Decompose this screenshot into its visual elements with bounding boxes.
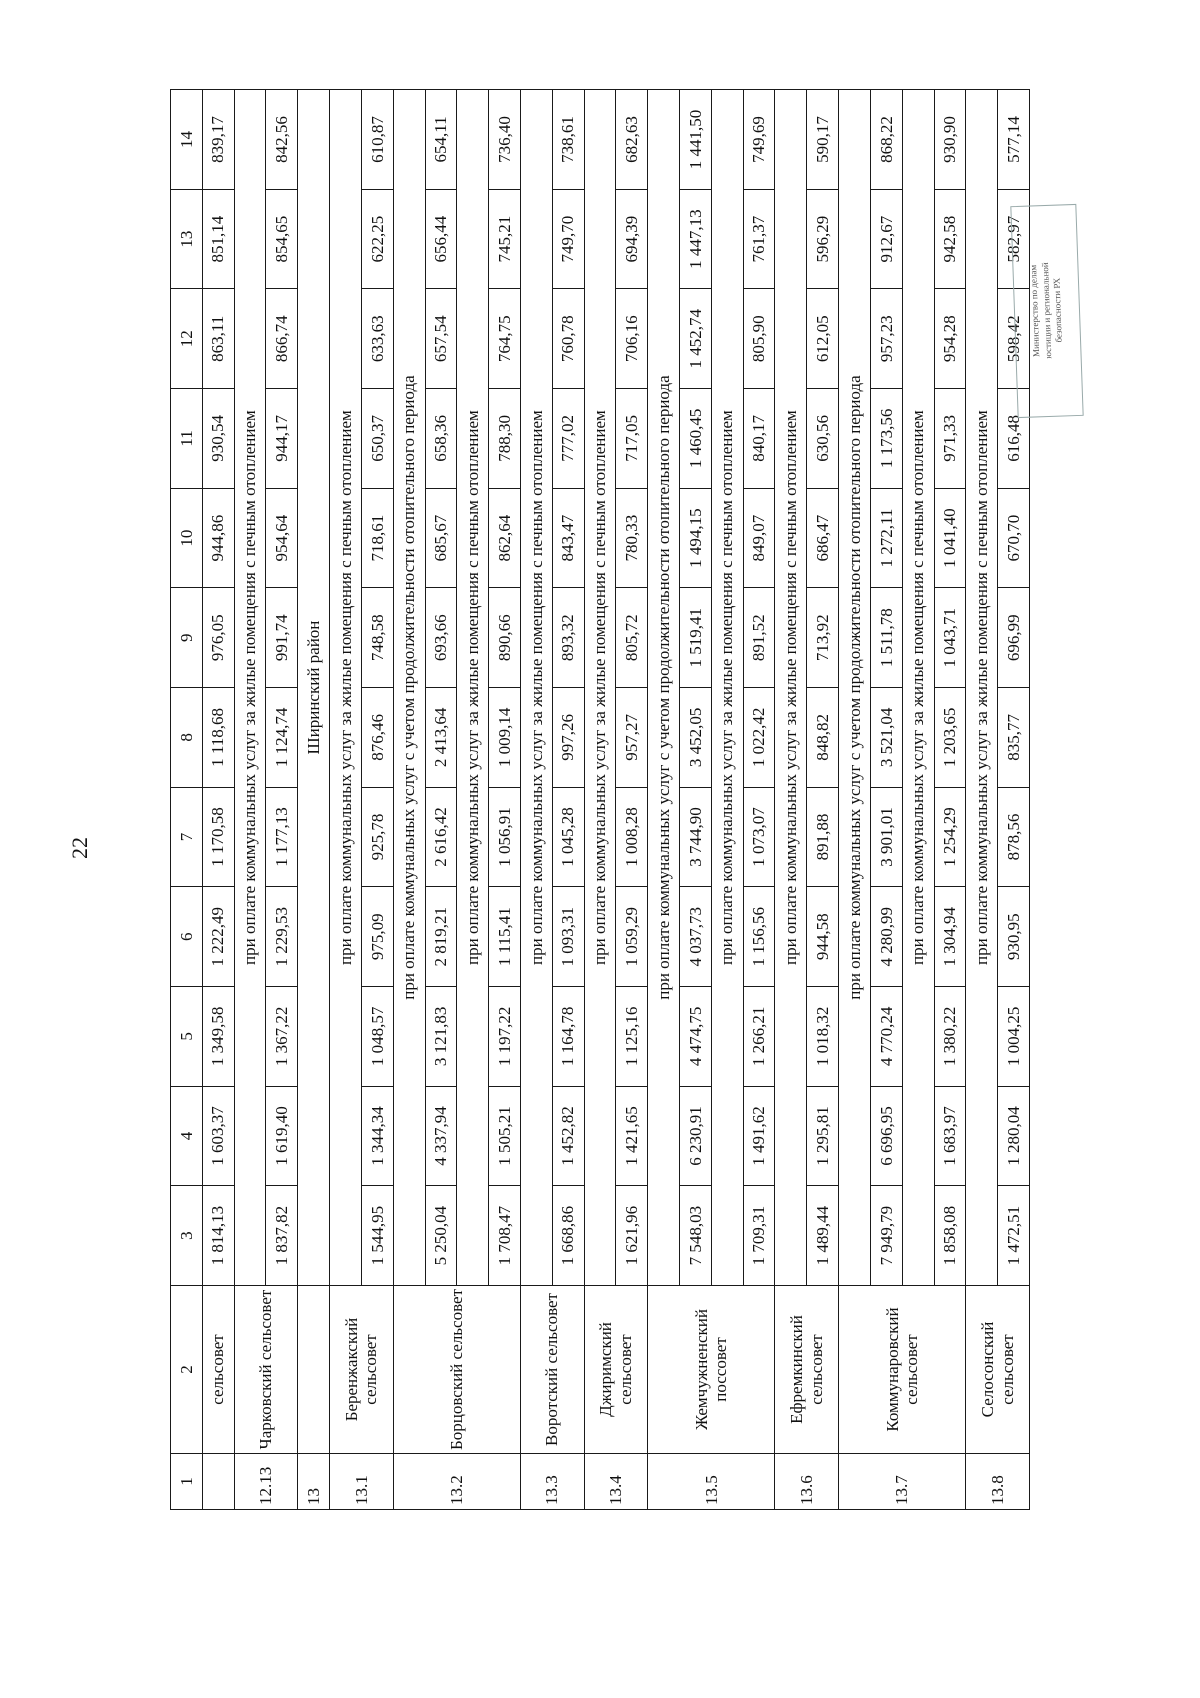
value-cell: 1 173,56	[870, 389, 902, 489]
value-cell: 693,66	[425, 588, 457, 688]
value-cell: 745,21	[489, 189, 521, 289]
value-cell: 1 683,97	[934, 1086, 966, 1186]
value-cell: 976,05	[202, 588, 234, 688]
value-cell: 764,75	[489, 289, 521, 389]
value-cell: 713,92	[807, 588, 839, 688]
row-name: Беренжакский сельсовет	[330, 1286, 394, 1454]
condition-row	[234, 90, 266, 1510]
value-cell: 1 491,62	[743, 1086, 775, 1186]
value-cell: 891,88	[807, 787, 839, 887]
value-cell: 749,70	[552, 189, 584, 289]
value-cell: 1 022,42	[743, 688, 775, 788]
value-cell: 1 621,96	[616, 1186, 648, 1286]
value-cell: 1 519,41	[680, 588, 712, 688]
value-cell: 2 819,21	[425, 887, 457, 987]
row-index: 13.6	[775, 1454, 839, 1510]
row-index: 13.3	[520, 1454, 584, 1510]
value-cell: 3 121,83	[425, 987, 457, 1087]
condition-label: при оплате коммунальных услуг за жилые помещения с печным отоплением	[330, 90, 362, 1286]
value-cell: 912,67	[870, 189, 902, 289]
value-cell: 1 619,40	[266, 1086, 298, 1186]
row-name: Ефремкинский сельсовет	[775, 1286, 839, 1454]
row-name: Коммунаровский сельсовет	[839, 1286, 966, 1454]
row-index: 13.2	[393, 1454, 520, 1510]
condition-label: при оплате коммунальных услуг за жилые помещения с печным отоплением	[520, 90, 552, 1286]
value-cell: 1 511,78	[870, 588, 902, 688]
value-cell: 694,39	[616, 189, 648, 289]
condition-row	[966, 90, 998, 1510]
registration-stamp	[1010, 204, 1083, 418]
value-cell: 1 837,82	[266, 1186, 298, 1286]
value-cell: 1 043,71	[934, 588, 966, 688]
row-index	[202, 1454, 234, 1510]
value-cell: 1 344,34	[361, 1086, 393, 1186]
condition-label: при оплате коммунальных услуг с учетом продолжительности отопительного периода	[648, 90, 680, 1286]
value-cell: 780,33	[616, 488, 648, 588]
value-cell: 3 452,05	[680, 688, 712, 788]
value-cell: 868,22	[870, 90, 902, 190]
value-cell: 577,14	[998, 90, 1030, 190]
value-cell: 866,74	[266, 289, 298, 389]
row-name: Чарковский сельсовет	[234, 1286, 298, 1454]
value-cell: 878,56	[998, 787, 1030, 887]
value-cell: 717,05	[616, 389, 648, 489]
value-cell: 685,67	[425, 488, 457, 588]
value-cell: 1 472,51	[998, 1186, 1030, 1286]
value-cell: 761,37	[743, 189, 775, 289]
value-cell: 1 505,21	[489, 1086, 521, 1186]
condition-label: при оплате коммунальных услуг за жилые помещения с печным отоплением	[234, 90, 266, 1286]
value-cell: 891,52	[743, 588, 775, 688]
stamp-line: юстиции и региональной	[1039, 262, 1053, 360]
value-cell: 1 349,58	[202, 987, 234, 1087]
value-cell: 630,56	[807, 389, 839, 489]
value-cell: 657,54	[425, 289, 457, 389]
condition-label: при оплате коммунальных услуг с учетом продолжительности отопительного периода	[393, 90, 425, 1286]
stamp-line: безопасности РХ	[1051, 278, 1064, 344]
value-cell: 863,11	[202, 289, 234, 389]
column-header: 1	[171, 1454, 203, 1510]
value-cell: 650,37	[361, 389, 393, 489]
value-cell: 706,16	[616, 289, 648, 389]
value-cell: 1 056,91	[489, 787, 521, 887]
row-index: 13.4	[584, 1454, 648, 1510]
value-cell: 805,72	[616, 588, 648, 688]
condition-label: при оплате коммунальных услуг за жилые помещения с печным отоплением	[584, 90, 616, 1286]
value-cell: 5 250,04	[425, 1186, 457, 1286]
value-cell: 890,66	[489, 588, 521, 688]
value-cell: 4 474,75	[680, 987, 712, 1087]
value-cell: 975,09	[361, 887, 393, 987]
table-rotated-container	[170, 90, 1030, 1510]
value-cell: 1 073,07	[743, 787, 775, 887]
value-cell: 854,65	[266, 189, 298, 289]
value-cell: 738,61	[552, 90, 584, 190]
row-name: Воротский сельсовет	[520, 1286, 584, 1454]
column-header: 10	[171, 488, 203, 588]
value-cell: 1 266,21	[743, 987, 775, 1087]
value-cell: 658,36	[425, 389, 457, 489]
value-cell: 1 018,32	[807, 987, 839, 1087]
value-cell: 3 521,04	[870, 688, 902, 788]
column-header: 5	[171, 987, 203, 1087]
value-cell: 1 668,86	[552, 1186, 584, 1286]
value-cell: 1 125,16	[616, 987, 648, 1087]
value-cell: 1 229,53	[266, 887, 298, 987]
row-name: Борцовский сельсовет	[393, 1286, 520, 1454]
value-cell: 686,47	[807, 488, 839, 588]
region-title: Ширинский район	[298, 90, 330, 1286]
row-index: 13	[298, 1454, 330, 1510]
value-cell: 788,30	[489, 389, 521, 489]
row-name: Жемчужненский поссовет	[648, 1286, 775, 1454]
value-cell: 944,17	[266, 389, 298, 489]
value-cell: 736,40	[489, 90, 521, 190]
value-cell: 1 304,94	[934, 887, 966, 987]
value-cell: 957,23	[870, 289, 902, 389]
value-cell: 670,70	[998, 488, 1030, 588]
value-cell: 760,78	[552, 289, 584, 389]
value-cell: 633,63	[361, 289, 393, 389]
value-cell: 997,26	[552, 688, 584, 788]
row-name: Селосонский сельсовет	[966, 1286, 1030, 1454]
value-cell: 835,77	[998, 688, 1030, 788]
value-cell: 1 009,14	[489, 688, 521, 788]
value-cell: 925,78	[361, 787, 393, 887]
value-cell: 1 380,22	[934, 987, 966, 1087]
header-row	[171, 90, 203, 1510]
value-cell: 654,11	[425, 90, 457, 190]
condition-label: при оплате коммунальных услуг за жилые помещения с печным отоплением	[966, 90, 998, 1286]
value-cell: 1 452,74	[680, 289, 712, 389]
region-row	[298, 90, 330, 1510]
value-cell: 696,99	[998, 588, 1030, 688]
value-cell: 1 603,37	[202, 1086, 234, 1186]
tariff-table	[170, 89, 1030, 1510]
value-cell: 1 222,49	[202, 887, 234, 987]
value-cell: 612,05	[807, 289, 839, 389]
stamp-line: Министерство по делам	[1027, 265, 1042, 358]
column-header: 4	[171, 1086, 203, 1186]
value-cell: 1 489,44	[807, 1186, 839, 1286]
value-cell: 2 616,42	[425, 787, 457, 887]
value-cell: 1 494,15	[680, 488, 712, 588]
value-cell: 930,95	[998, 887, 1030, 987]
value-cell: 1 367,22	[266, 987, 298, 1087]
value-cell: 842,56	[266, 90, 298, 190]
value-cell: 4 037,73	[680, 887, 712, 987]
value-cell: 1 124,74	[266, 688, 298, 788]
row-name: сельсовет	[202, 1286, 234, 1454]
column-header: 3	[171, 1186, 203, 1286]
value-cell: 4 280,99	[870, 887, 902, 987]
value-cell: 1 203,65	[934, 688, 966, 788]
column-header: 14	[171, 90, 203, 190]
condition-label: при оплате коммунальных услуг за жилые помещения с печным отоплением	[775, 90, 807, 1286]
value-cell: 1 093,31	[552, 887, 584, 987]
value-cell: 6 230,91	[680, 1086, 712, 1186]
value-cell: 1 115,41	[489, 887, 521, 987]
value-cell: 610,87	[361, 90, 393, 190]
condition-row	[839, 90, 871, 1510]
condition-row	[648, 90, 680, 1510]
condition-label: при оплате коммунальных услуг за жилые помещения с печным отоплением	[711, 90, 743, 1286]
row-index: 13.5	[648, 1454, 775, 1510]
value-cell: 942,58	[934, 189, 966, 289]
value-cell: 1 156,56	[743, 887, 775, 987]
value-cell: 4 337,94	[425, 1086, 457, 1186]
value-cell: 656,44	[425, 189, 457, 289]
value-cell: 748,58	[361, 588, 393, 688]
value-cell: 1 441,50	[680, 90, 712, 190]
value-cell: 2 413,64	[425, 688, 457, 788]
value-cell: 862,64	[489, 488, 521, 588]
value-cell: 876,46	[361, 688, 393, 788]
value-cell: 1 272,11	[870, 488, 902, 588]
value-cell: 1 295,81	[807, 1086, 839, 1186]
value-cell: 971,33	[934, 389, 966, 489]
value-cell: 4 770,24	[870, 987, 902, 1087]
value-cell: 1 452,82	[552, 1086, 584, 1186]
value-cell: 749,69	[743, 90, 775, 190]
column-header: 8	[171, 688, 203, 788]
row-name: Джиримский сельсовет	[584, 1286, 648, 1454]
value-cell: 1 709,31	[743, 1186, 775, 1286]
row-index: 13.7	[839, 1454, 966, 1510]
value-cell: 930,54	[202, 389, 234, 489]
value-cell: 1 254,29	[934, 787, 966, 887]
column-header: 6	[171, 887, 203, 987]
condition-label: при оплате коммунальных услуг за жилые помещения с печным отоплением	[457, 90, 489, 1286]
value-cell: 1 447,13	[680, 189, 712, 289]
value-cell: 598,42	[998, 289, 1030, 389]
value-cell: 1 177,13	[266, 787, 298, 887]
value-cell: 1 544,95	[361, 1186, 393, 1286]
value-cell: 954,64	[266, 488, 298, 588]
value-cell: 991,74	[266, 588, 298, 688]
condition-label: при оплате коммунальных услуг с учетом продолжительности отопительного периода	[839, 90, 871, 1286]
value-cell: 944,86	[202, 488, 234, 588]
value-cell: 596,29	[807, 189, 839, 289]
row-name	[298, 1286, 330, 1454]
value-cell: 1 164,78	[552, 987, 584, 1087]
value-cell: 851,14	[202, 189, 234, 289]
value-cell: 930,90	[934, 90, 966, 190]
value-cell: 3 901,01	[870, 787, 902, 887]
value-cell: 777,02	[552, 389, 584, 489]
value-cell: 843,47	[552, 488, 584, 588]
condition-row	[775, 90, 807, 1510]
value-cell: 582,97	[998, 189, 1030, 289]
value-cell: 848,82	[807, 688, 839, 788]
value-cell: 1 708,47	[489, 1186, 521, 1286]
table-row	[202, 90, 234, 1510]
condition-row	[330, 90, 362, 1510]
value-cell: 682,63	[616, 90, 648, 190]
value-cell: 7 548,03	[680, 1186, 712, 1286]
value-cell: 839,17	[202, 90, 234, 190]
column-header: 2	[171, 1286, 203, 1454]
column-header: 12	[171, 289, 203, 389]
value-cell: 954,28	[934, 289, 966, 389]
condition-row	[393, 90, 425, 1510]
value-cell: 1 059,29	[616, 887, 648, 987]
row-index: 13.1	[330, 1454, 394, 1510]
condition-label: при оплате коммунальных услуг за жилые помещения с печным отоплением	[902, 90, 934, 1286]
value-cell: 6 696,95	[870, 1086, 902, 1186]
column-header: 9	[171, 588, 203, 688]
row-index: 13.8	[966, 1454, 1030, 1510]
column-header: 7	[171, 787, 203, 887]
value-cell: 893,32	[552, 588, 584, 688]
value-cell: 1 048,57	[361, 987, 393, 1087]
value-cell: 849,07	[743, 488, 775, 588]
row-index: 12.13	[234, 1454, 298, 1510]
column-header: 13	[171, 189, 203, 289]
value-cell: 622,25	[361, 189, 393, 289]
value-cell: 718,61	[361, 488, 393, 588]
value-cell: 1 858,08	[934, 1186, 966, 1286]
value-cell: 1 197,22	[489, 987, 521, 1087]
value-cell: 1 421,65	[616, 1086, 648, 1186]
value-cell: 7 949,79	[870, 1186, 902, 1286]
value-cell: 590,17	[807, 90, 839, 190]
value-cell: 1 280,04	[998, 1086, 1030, 1186]
value-cell: 3 744,90	[680, 787, 712, 887]
value-cell: 1 460,45	[680, 389, 712, 489]
condition-row	[520, 90, 552, 1510]
condition-row	[584, 90, 616, 1510]
value-cell: 957,27	[616, 688, 648, 788]
column-header: 11	[171, 389, 203, 489]
value-cell: 805,90	[743, 289, 775, 389]
value-cell: 1 170,58	[202, 787, 234, 887]
value-cell: 1 008,28	[616, 787, 648, 887]
value-cell: 944,58	[807, 887, 839, 987]
value-cell: 1 041,40	[934, 488, 966, 588]
page-number: 22	[67, 837, 92, 859]
value-cell: 1 814,13	[202, 1186, 234, 1286]
value-cell: 840,17	[743, 389, 775, 489]
value-cell: 1 004,25	[998, 987, 1030, 1087]
value-cell: 616,48	[998, 389, 1030, 489]
value-cell: 1 045,28	[552, 787, 584, 887]
value-cell: 1 118,68	[202, 688, 234, 788]
